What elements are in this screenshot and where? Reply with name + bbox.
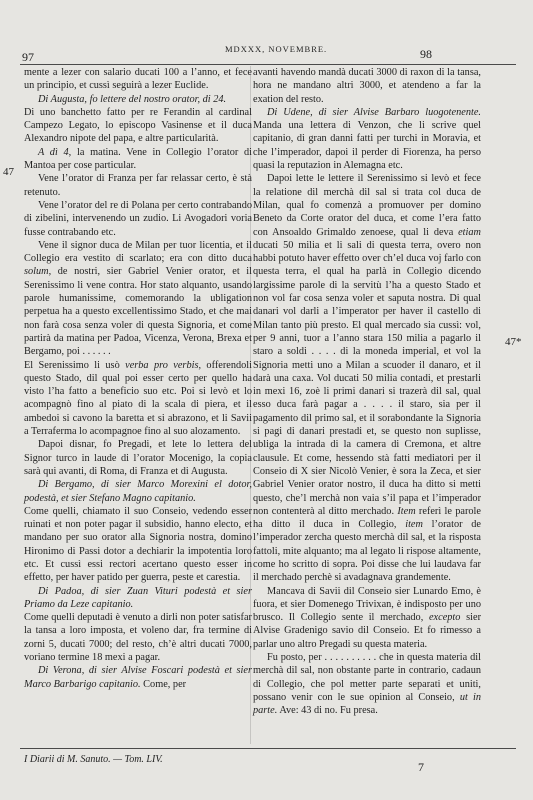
right-page-number: 98: [420, 47, 432, 61]
paragraph: Di Bergamo, di sier Marco Morexini el dotor, podestà, et sier Stefano Magno capitanio.: [24, 479, 252, 504]
paragraph: Come quelli, chiamato il suo Conseio, vedendo esser ruinati et non poter pagar il subsidio, hanno electo, et mandano per suo orator alla Signoria nostra, domino Hironimo di Passi dotor a dechiarir la impotentia loro etc. Et cussì essi rectori acertano questo esser in effetto, per haver patido per guerra, peste et carestia.: [24, 505, 252, 584]
paragraph: Come quelli deputadi è venuto a dirli non poter satisfar la tansa a loro imposta, et voleno dar, fra termine di zorni 5, ducati 7000; del resto, ch’è altri ducati 7000, voriano termine 18 mexi a pagar.: [24, 612, 252, 664]
running-header: MDXXX, NOVEMBRE.: [225, 44, 328, 54]
footer-rule: [20, 748, 516, 749]
paragraph: Di Padoa, di sier Zuan Vituri podestà et sier Priamo da Leze capitanio.: [24, 585, 252, 610]
left-margin-number: 47: [3, 166, 14, 178]
right-margin-number: 47*: [505, 336, 522, 348]
paragraph: Vene l’orator del re di Polana per certo contrabando di zibelini, intervenendo un zudio. Li Avogadori voria fusse contrabando etc.: [24, 199, 252, 238]
paragraph: Mancava di Savii dil Conseio sier Lunardo Emo, è fuora, et sier Domenego Trivixan, è indisposto per uno brusco. Il Collegio sente il merchado, excepto sier Alvise Gradenigo savio dil Conseio. Et fo rimesso a parlar uno altro Pregadi su questa materia.: [253, 585, 481, 650]
right-column: [253, 66, 481, 718]
paragraph: El Serenissimo li usò verba pro verbis, offerendoli questo Stado, dil qual poi esser certo per quello ha visto l’ha fatto a beneficio suo etc. Poi si levò et lo acompagnò fino al piato di la scala di piera, et il ambedoi si cavono la baretta et si abrazono, et li Savii a Terraferma lo acompagnoe fino al suo alozamento.: [24, 359, 252, 438]
paragraph: A dì 4, la matina. Vene in Collegio l’orator di Mantoa per cose particular.: [24, 146, 253, 172]
left-page-number: 97: [22, 50, 34, 64]
paragraph: Dapoi lette le lettere il Serenissimo si levò et fece la relatione dil merchà dil sal si trata col duca de Milan, qual fo comenzà a promuover per domino Beneto da Corte orator del duca, et come l’era fatto con Ansoaldo Grimaldo zenoese, qual li deva etiam ducati 50 milia et li sali di questa terra, overo non habbi potuto haver effetto over ch’el duca voj farlo con questa terra, el qual ha parlà in Collegio dicendo largissime parole di la servitù l’ha a questo Stado et non vol far cosa senza voler et saputa nostra. Di qual danari vol darli a l’imperator per haver il castello di Milan tanto più presto. El qual mercado sia cussì: vol, per 9 anni, tuor a l’anno stara 150 milia a pagarlo il staro a soldi . . . . di la moneda imperial, et vol la Signoria metti uno a Milan a scuoder il danaro, et il darà una caxa. Vol ducati 50 milia contadi, et prestarli in mexi 16, zoè li primi danari si trazerà dil sal, qual esso duca farà pagar a . . . . il staro, sia per il pagamento dil primo sal, et il sorabondante la Signoria si pagi di danari prestadi et, se questo non suplisse, ubliga la intrada di la camera di Cremona, et altre clausule. Et come, hessendo stà fatti mediatori per il Conseio di X sier Nicolò Venier, è sora la Zeca, et sier Gabriel Venier orator nostro, il duca ha ditto si metti questo, che’l merchà non vaia s’il papa et l’imperador non contenterà al ditto merchado. Item referì le parole ha ditto il duca in Collegio, item l’orator de l’imperador zercha questo merchà dil sal, et la risposta fattoli, mite alquanto; ma al legato li rispose altamente, come ho scritto di sopra. Poi disse che lui laudava far il merchado perchè si avadagnava grandemente.: [253, 173, 481, 584]
paragraph: mente a lezer con salario ducati 100 a l’anno, et fece un principio, et cussì seguirà a lezer Euclide.: [24, 67, 252, 92]
paragraph: Fu posto, per . . . . . . . . . . che in questa materia dil merchà dil sal, non obstante parte in contrario, cadaun di Collegio, che pol metter parte separati et uniti, possano venir con le sue opinion al Conseio, ut in parte. Ave: 43 di no. Fu presa.: [253, 652, 481, 717]
running-title-footer: I Diarii di M. Sanuto. — Tom. LIV.: [24, 754, 163, 765]
paragraph: Vene l’orator di Franza per far relassar certo, è stà retenuto.: [24, 173, 252, 198]
paragraph: Dapoi disnar, fo Pregadi, et lete lo lettera del Signor turco in laude di l’orator Mocenigo, la copia sarà qui avanti, di Roma, di Franza et di Augusta.: [24, 439, 252, 477]
paragraph: Di Augusta, fo lettere del nostro orator, di 24.: [38, 93, 227, 105]
left-column: [24, 66, 252, 691]
paragraph: avanti havendo mandà ducati 3000 di raxon di la tansa, hora ne mandano altri 3000, et atendeno a far la exation del resto.: [253, 67, 481, 105]
paragraph: Di Udene, di sier Alvise Barbaro luogotenente. Manda una lettera di Venzon, che li scrive quel capitanio, di gran danni fatti per turchi in Moravia, et che l’imperador, dapoi il perder di Fiorenza, ha perso quasi la reputazion in Alemagna etc.: [253, 106, 481, 172]
paragraph: Di Verona, di sier Alvise Foscari podestà et sier Marco Barbarigo capitanio. Come, per: [24, 665, 252, 690]
header-rule: [20, 64, 516, 65]
paragraph: Vene il signor duca de Milan per tuor licentia, et il Collegio era vestito di scarlato; era con ditto duca solum, de nostri, sier Gabriel Venier orator, et il Serenissimo li vene contra. Hor stato alquanto, usando parole humanissime, comemorando la ubligation perpetua ha a questo excellentissimo Stado, et che mai non farà cosa senza voler di questa Signoria, et come partirà da matina per Padoa, Vicenza, Verona, Brexa et Bergamo, poi . . . . . .: [24, 239, 252, 358]
signature-mark: 7: [418, 760, 424, 774]
paragraph: Di uno banchetto fatto per re Ferandin al cardinal Campezo Legato, lo episcopo Vasinense et il duca Alexandro nipote del papa, e altre particularità.: [24, 106, 252, 145]
